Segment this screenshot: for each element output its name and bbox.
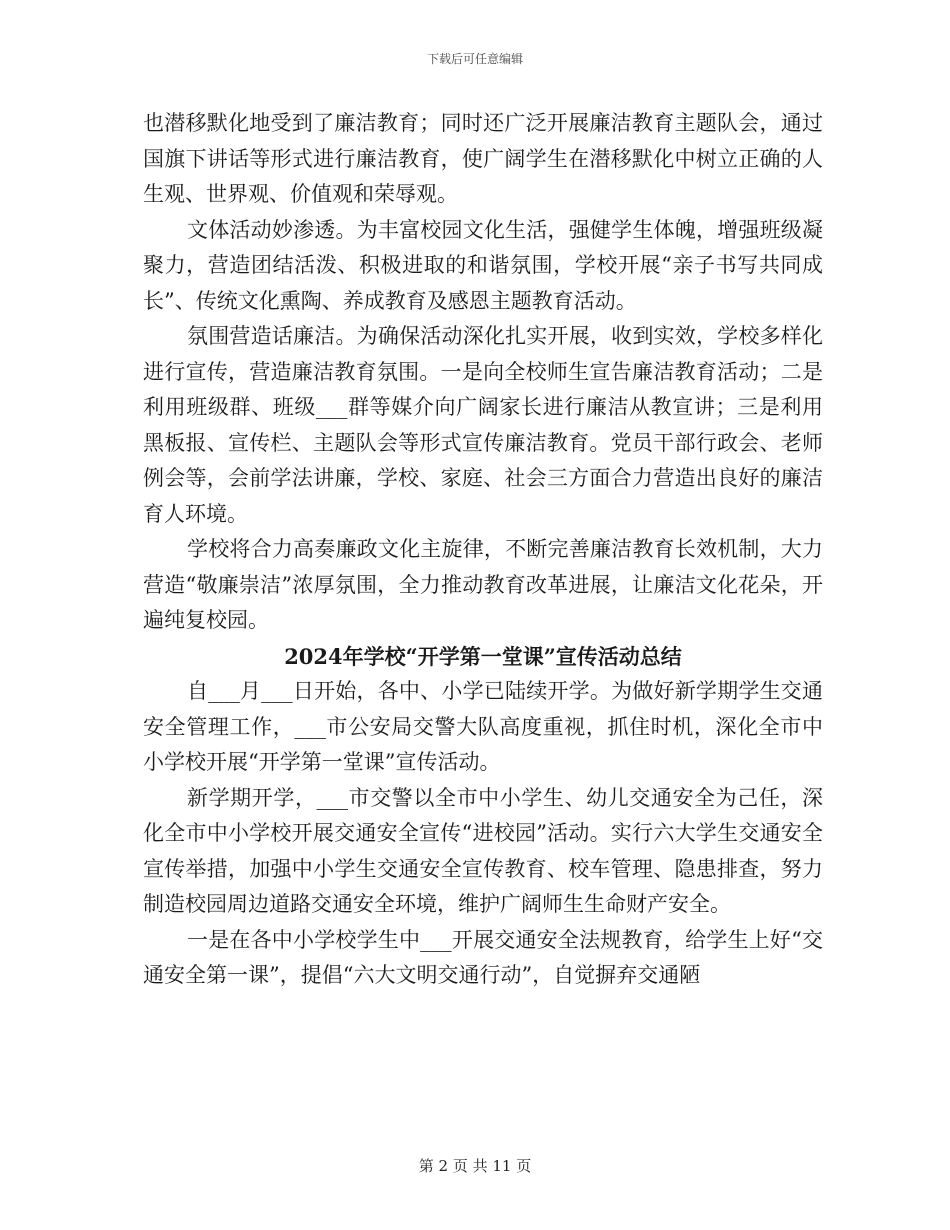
paragraph-3: 氛围营造话廉洁。为确保活动深化扎实开展，收到实效，学校多样化进行宣传，营造廉洁教育氛围。一是向全校师生宣告廉洁教育活动；二是利用班级群、班级___群等媒介向广阔家长进行廉洁从教宣讲；三是利用黑板报、宣传栏、主题队会等形式宣传廉洁教育。党员干部行政会、老师例会等，会前学法讲廉，学校、家庭、社会三方面合力营造出良好的廉洁育人环境。 (143, 324, 823, 526)
paragraph-4: 学校将合力高奏廉政文化主旋律，不断完善廉洁教育长效机制，大力营造“敬廉崇洁”浓厚氛围，全力推动教育改革进展，让廉洁文化花朵，开遍纯复校园。 (143, 537, 823, 632)
paragraph-5: 自___月___日开始，各中、小学已陆续开学。为做好新学期学生交通安全管理工作，___市公安局交警大队高度重视，抓住时机，深化全市中小学校开展“开学第一堂课”宣传活动。 (143, 679, 823, 774)
section-title: 2024年学校“开学第一堂课”宣传活动总结 (284, 643, 682, 669)
paragraph-1: 也潜移默化地受到了廉洁教育；同时还广泛开展廉洁教育主题队会，通过国旗下讲话等形式进行廉洁教育，使广阔学生在潜移默化中树立正确的人生观、世界观、价值观和荣辱观。 (143, 111, 823, 206)
paragraph-6: 新学期开学，___市交警以全市中小学生、幼儿交通安全为己任，深化全市中小学校开展交通安全宣传“进校园”活动。实行六大学生交通安全宣传举措，加强中小学生交通安全宣传教育、校车管理、隐患排查，努力制造校园周边道路交通安全环境，维护广阔师生生命财产安全。 (143, 785, 823, 916)
page-header-note: 下载后可任意编辑 (426, 52, 523, 66)
document-body (143, 106, 823, 994)
paragraph-2: 文体活动妙渗透。为丰富校园文化生活，强健学生体魄，增强班级凝聚力，营造团结活泼、积极进取的和谐氛围，学校开展“亲子书写共同成长”、传统文化熏陶、养成教育及感恩主题教育活动。 (143, 217, 823, 313)
paragraph-7: 一是在各中小学校学生中___开展交通安全法规教育，给学生上好“交通安全第一课”，提倡“六大文明交通行动”，自觉摒弃交通陋 (143, 927, 823, 987)
page-number-footer: 第 2 页 共 11 页 (418, 1157, 532, 1175)
